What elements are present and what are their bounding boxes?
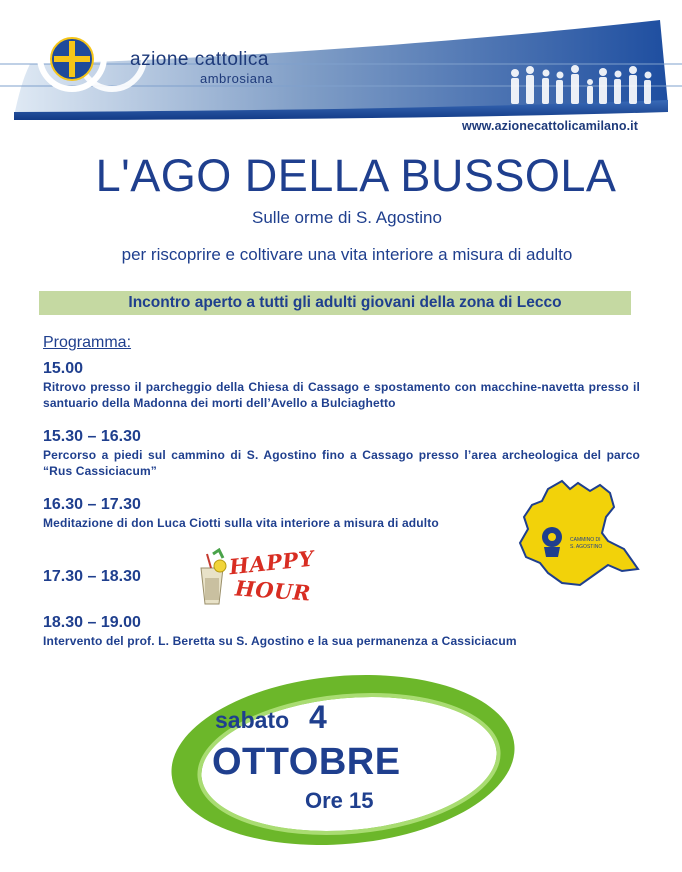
program-heading: Programma: — [43, 334, 132, 351]
happy-hour-image — [193, 545, 316, 610]
subtitle: Sulle orme di S. Agostino — [252, 208, 442, 227]
lombardy-map-icon — [518, 477, 642, 591]
happy-hour-word-1: HAPPY — [227, 545, 316, 580]
slot-description: Meditazione di don Luca Ciotti sulla vita interiore a misura di adulto — [43, 516, 439, 530]
slot-time: 16.30 – 17.30 — [43, 496, 141, 513]
program-slot — [43, 359, 640, 411]
map-label-line-1: CAMMINO DI — [570, 537, 601, 543]
date-weekday: sabato — [215, 707, 290, 733]
happy-hour-word-2: HOUR — [234, 575, 312, 606]
slot-time: 18.30 – 19.00 — [43, 614, 141, 631]
program-slot — [43, 427, 640, 479]
program-slot — [43, 567, 183, 587]
website-link[interactable]: www.azionecattolicamilano.it — [462, 119, 638, 133]
slot-time: 17.30 – 18.30 — [43, 568, 141, 585]
audience-banner-text: Incontro aperto a tutti gli adulti giovani della zona di Lecco — [128, 294, 562, 311]
date-month: OTTOBRE — [212, 741, 401, 783]
slot-description: Percorso a piedi sul cammino di S. Agostino fino a Cassago presso l’area archeologica del parco “Rus Cassiciacum” — [43, 448, 640, 478]
org-name: azione cattolica — [130, 49, 269, 70]
map-label-line-2: S. AGOSTINO — [570, 544, 603, 550]
audience-banner — [39, 291, 631, 315]
event-time: Ore 15 — [305, 788, 374, 813]
tagline: per riscoprire e coltivare una vita interiore a misura di adulto — [121, 245, 573, 264]
org-subname: ambrosiana — [200, 71, 273, 86]
program-slot — [43, 613, 640, 649]
slot-time: 15.00 — [43, 360, 84, 377]
slot-description: Ritrovo presso il parcheggio della Chiesa di Cassago e spostamento con macchine-navetta presso il santuario della Madonna dei morti dell’Avello a Bulciaghetto — [43, 380, 640, 410]
program-slot — [43, 495, 513, 531]
page-title: L'AGO DELLA BUSSOLA — [95, 150, 617, 201]
lombardy-map — [518, 477, 642, 591]
date-number: 4 — [309, 699, 327, 735]
slot-description: Intervento del prof. L. Beretta su S. Agostino e la sua permanenza a Cassiciacum — [43, 634, 517, 648]
header-banner — [0, 0, 682, 140]
slot-time: 15.30 – 16.30 — [43, 428, 141, 445]
